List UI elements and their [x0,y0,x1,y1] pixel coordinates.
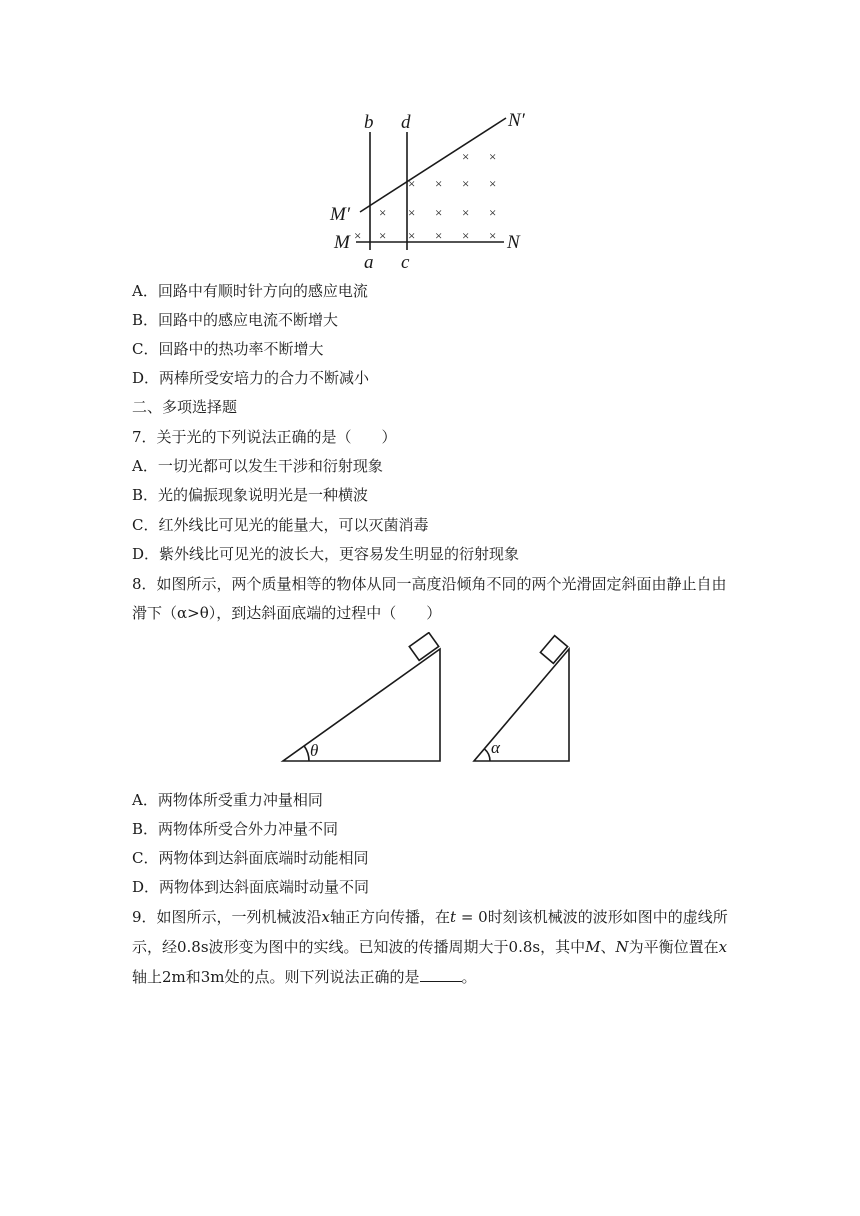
field-mark: × [379,228,387,243]
field-mark: × [462,149,470,164]
label-n: N [507,232,520,253]
q9-var-n: N [615,938,629,956]
field-mark: × [435,176,443,191]
q9-text: 为平衡位置在 [628,938,719,956]
q9-text: 9．如图所示，一列机械波沿 [132,908,322,926]
q8-option-a: A．两物体所受重力冲量相同 [132,791,323,809]
q9-var-x: x [321,908,331,926]
field-mark: × [489,176,497,191]
field-mark: × [462,228,470,243]
q9-text: 轴正方向传播，在 [330,908,451,926]
q9-stem-line1 [132,907,728,927]
q9-text: 示，经0.8s波形变为图中的实线。已知波的传播周期大于0.8s，其中 [132,938,586,956]
block-on-incline-alpha [540,636,567,664]
field-mark: × [435,228,443,243]
label-b: b [364,112,374,133]
field-mark: × [354,228,362,243]
field-mark: × [408,176,416,191]
field-mark: × [379,205,387,220]
angle-arc-alpha [484,749,490,761]
answer-blank[interactable] [420,967,462,982]
q9-text: 轴上2m和3m处的点。则下列说法正确的是 [132,968,420,986]
figure-rails-magnetic-field [320,100,540,275]
q9-text: = 0时刻该机械波的波形如图中的虚线所 [456,908,728,926]
block-on-incline-theta [409,633,438,661]
label-c: c [401,252,410,273]
label-m: M [334,232,350,253]
field-mark: × [462,205,470,220]
q8-option-b: B．两物体所受合外力冲量不同 [132,820,339,838]
q9-text: 。 [461,968,477,986]
q6-option-d: D．两棒所受安培力的合力不断减小 [132,369,370,387]
q6-option-b: B．回路中的感应电流不断增大 [132,311,339,329]
field-mark: × [489,205,497,220]
angle-arc-theta [304,746,309,761]
q7-option-c: C．红外线比可见光的能量大，可以灭菌消毒 [132,516,429,534]
incline-theta [283,649,440,761]
figure-inclined-planes [275,632,585,772]
field-mark: × [489,149,497,164]
rail-m-prime-n-prime [360,118,506,212]
field-mark: × [489,228,497,243]
label-d: d [401,112,411,133]
q9-var-t: t [450,908,457,926]
q8-stem-line2: 滑下（α>θ），到达斜面底端的过程中（ ） [132,604,442,622]
q8-option-d: D．两物体到达斜面底端时动量不同 [132,878,370,896]
q9-var-m: M [585,938,601,956]
incline-alpha [474,649,569,761]
q6-option-a: A．回路中有顺时针方向的感应电流 [132,282,368,300]
label-n-prime: N′ [508,110,525,131]
q9-stem-line2 [132,937,727,957]
label-alpha: α [491,738,500,757]
field-mark: × [435,205,443,220]
q7-option-b: B．光的偏振现象说明光是一种横波 [132,486,369,504]
q9-var-x: x [718,938,728,956]
q8-option-c: C．两物体到达斜面底端时动能相同 [132,849,369,867]
field-mark: × [408,228,416,243]
field-mark: × [462,176,470,191]
q9-text: 、 [600,938,616,956]
q6-option-c: C．回路中的热功率不断增大 [132,340,324,358]
q7-option-a: A．一切光都可以发生干涉和衍射现象 [132,457,383,475]
q8-stem-line1: 8．如图所示，两个质量相等的物体从同一高度沿倾角不同的两个光滑固定斜面由静止自由 [132,575,727,593]
section-title: 二、多项选择题 [132,398,238,416]
q9-stem-line3 [132,967,477,987]
q7-stem: 7．关于光的下列说法正确的是（ ） [132,428,397,446]
label-theta: θ [310,741,319,760]
q7-option-d: D．紫外线比可见光的波长大，更容易发生明显的衍射现象 [132,545,520,563]
label-m-prime: M′ [330,204,350,225]
label-a: a [364,252,374,273]
field-mark: × [408,205,416,220]
